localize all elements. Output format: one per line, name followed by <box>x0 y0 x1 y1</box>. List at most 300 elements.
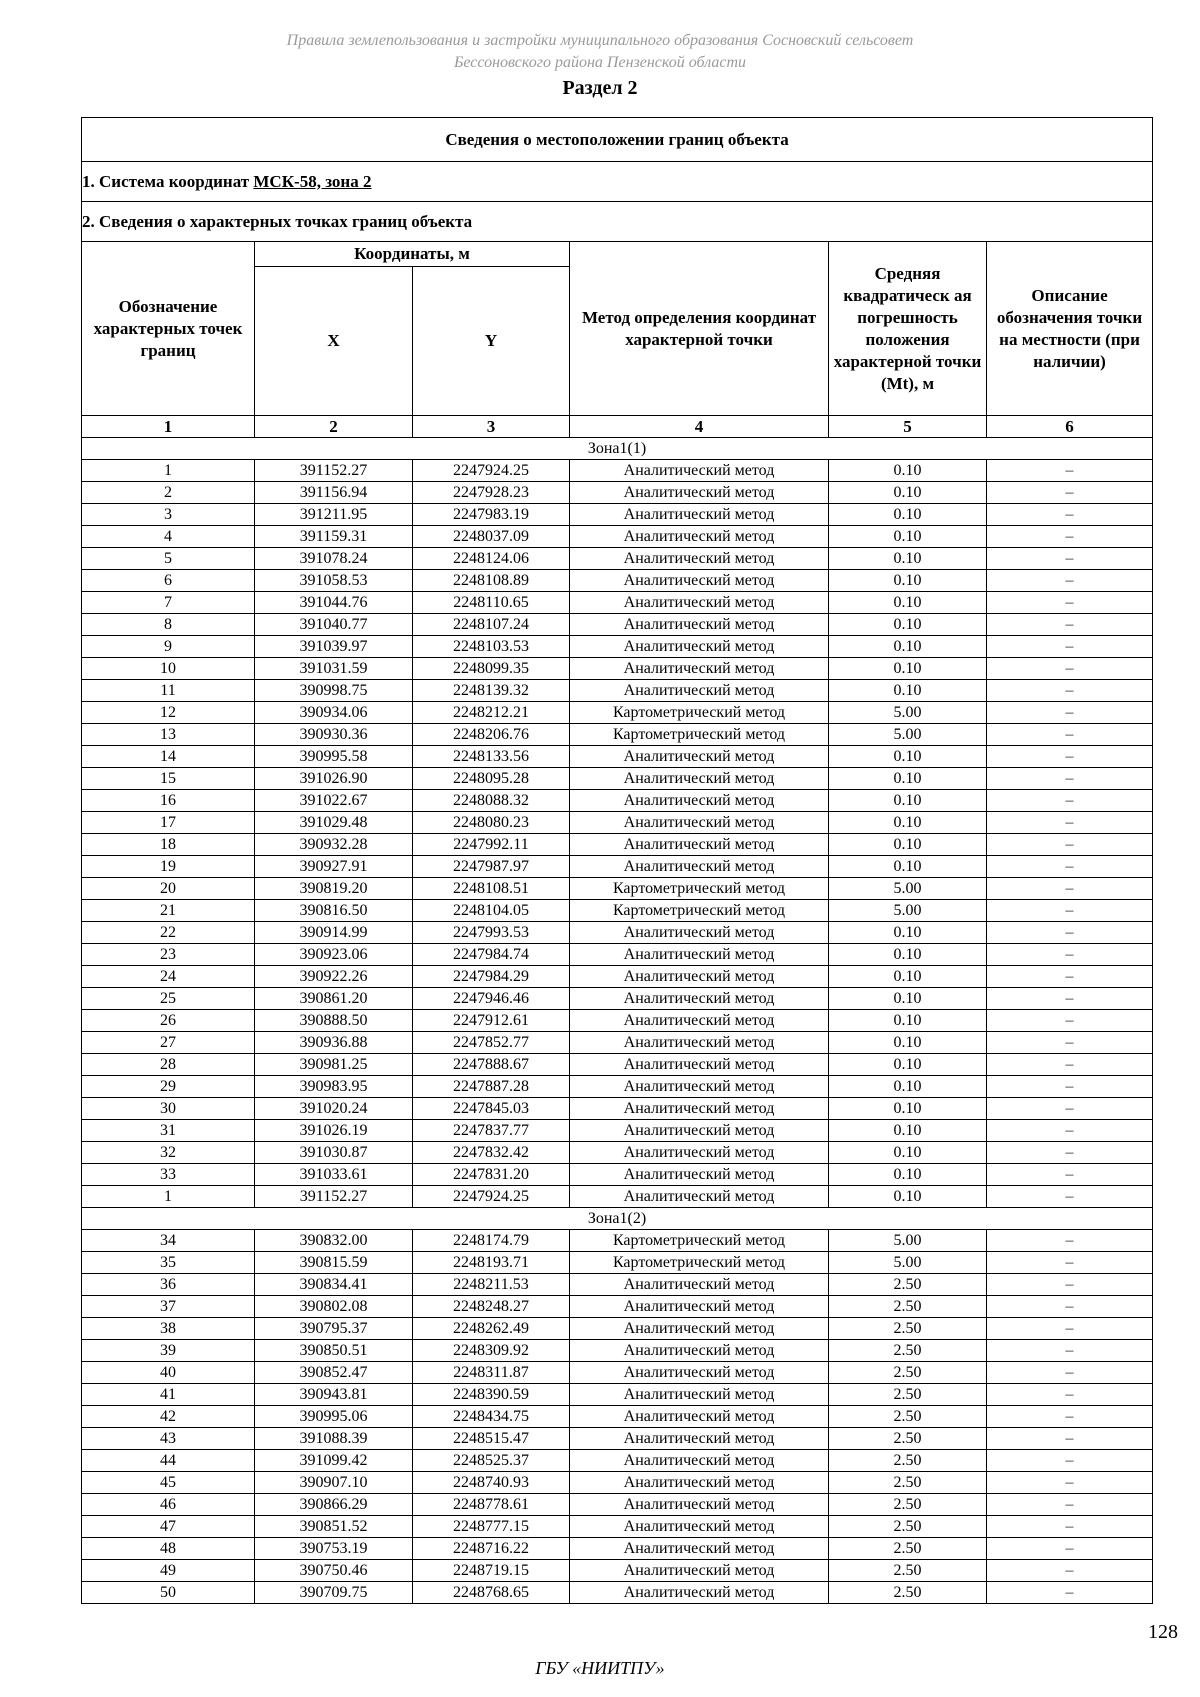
table-row <box>82 570 1153 592</box>
point-id-cell: 2 <box>82 482 255 504</box>
point-id-cell: 18 <box>82 834 255 856</box>
coord-x-cell: 390832.00 <box>255 1230 413 1252</box>
description-cell: – <box>987 944 1153 966</box>
description-cell: – <box>987 1142 1153 1164</box>
method-cell: Картометрический метод <box>570 878 829 900</box>
table-row <box>82 1230 1153 1252</box>
error-cell: 2.50 <box>829 1538 987 1560</box>
coord-x-cell: 391039.97 <box>255 636 413 658</box>
document-header-line-1: Правила землепользования и застройки муниципального образования Сосновский сельсовет <box>286 32 914 49</box>
error-cell: 0.10 <box>829 680 987 702</box>
method-cell: Аналитический метод <box>570 1340 829 1362</box>
description-cell: – <box>987 1296 1153 1318</box>
error-cell: 0.10 <box>829 592 987 614</box>
col-header-error: Средняя квадратическ ая погрешность положения характерной точки (Mt), м <box>829 242 987 416</box>
coord-x-cell: 391152.27 <box>255 1186 413 1208</box>
coord-y-cell: 2248193.71 <box>413 1252 570 1274</box>
table-row <box>82 1340 1153 1362</box>
method-cell: Аналитический метод <box>570 1472 829 1494</box>
method-cell: Аналитический метод <box>570 1296 829 1318</box>
table-row <box>82 922 1153 944</box>
coord-x-cell: 390850.51 <box>255 1340 413 1362</box>
table-row <box>82 460 1153 482</box>
point-id-cell: 33 <box>82 1164 255 1186</box>
table-row <box>82 1450 1153 1472</box>
method-cell: Аналитический метод <box>570 966 829 988</box>
method-cell: Аналитический метод <box>570 1362 829 1384</box>
points-heading: 2. Сведения о характерных точках границ объекта <box>82 202 1153 242</box>
coord-y-cell: 2248716.22 <box>413 1538 570 1560</box>
error-cell: 0.10 <box>829 1098 987 1120</box>
coord-y-cell: 2247984.74 <box>413 944 570 966</box>
error-cell: 0.10 <box>829 1142 987 1164</box>
col-number: 1 <box>82 416 255 438</box>
point-id-cell: 39 <box>82 1340 255 1362</box>
point-id-cell: 6 <box>82 570 255 592</box>
method-cell: Аналитический метод <box>570 922 829 944</box>
error-cell: 0.10 <box>829 856 987 878</box>
col-number: 2 <box>255 416 413 438</box>
description-cell: – <box>987 834 1153 856</box>
point-id-cell: 29 <box>82 1076 255 1098</box>
point-id-cell: 30 <box>82 1098 255 1120</box>
method-cell: Аналитический метод <box>570 1186 829 1208</box>
point-id-cell: 26 <box>82 1010 255 1032</box>
table-row <box>82 1010 1153 1032</box>
col-header-designation: Обозначение характерных точек границ <box>82 242 255 416</box>
method-cell: Аналитический метод <box>570 812 829 834</box>
description-cell: – <box>987 922 1153 944</box>
coord-y-cell: 2247992.11 <box>413 834 570 856</box>
table-row <box>82 504 1153 526</box>
table-row <box>82 1120 1153 1142</box>
coord-x-cell: 390861.20 <box>255 988 413 1010</box>
method-cell: Аналитический метод <box>570 1032 829 1054</box>
error-cell: 5.00 <box>829 900 987 922</box>
coord-y-cell: 2247912.61 <box>413 1010 570 1032</box>
point-id-cell: 23 <box>82 944 255 966</box>
coord-x-cell: 390943.81 <box>255 1384 413 1406</box>
method-cell: Аналитический метод <box>570 1010 829 1032</box>
point-id-cell: 37 <box>82 1296 255 1318</box>
coord-x-cell: 390753.19 <box>255 1538 413 1560</box>
error-cell: 2.50 <box>829 1516 987 1538</box>
coord-y-cell: 2247993.53 <box>413 922 570 944</box>
description-cell: – <box>987 1472 1153 1494</box>
coord-y-cell: 2247987.97 <box>413 856 570 878</box>
zone-label: Зона1(1) <box>82 438 1153 460</box>
coord-system-row <box>82 162 1153 202</box>
coord-x-cell: 390802.08 <box>255 1296 413 1318</box>
coord-x-cell: 390852.47 <box>255 1362 413 1384</box>
method-cell: Аналитический метод <box>570 1318 829 1340</box>
table-row <box>82 1494 1153 1516</box>
table-row <box>82 790 1153 812</box>
method-cell: Аналитический метод <box>570 1076 829 1098</box>
error-cell: 0.10 <box>829 1164 987 1186</box>
table-row <box>82 1032 1153 1054</box>
point-id-cell: 9 <box>82 636 255 658</box>
table-row <box>82 1582 1153 1604</box>
description-cell: – <box>987 636 1153 658</box>
coord-y-cell: 2247831.20 <box>413 1164 570 1186</box>
coord-y-cell: 2247983.19 <box>413 504 570 526</box>
error-cell: 5.00 <box>829 702 987 724</box>
error-cell: 0.10 <box>829 1076 987 1098</box>
coord-x-cell: 391159.31 <box>255 526 413 548</box>
method-cell: Аналитический метод <box>570 1142 829 1164</box>
coord-y-cell: 2248139.32 <box>413 680 570 702</box>
point-id-cell: 22 <box>82 922 255 944</box>
coord-x-cell: 391044.76 <box>255 592 413 614</box>
zone-row <box>82 1208 1153 1230</box>
coord-x-cell: 391022.67 <box>255 790 413 812</box>
description-cell: – <box>987 1164 1153 1186</box>
coord-y-cell: 2248099.35 <box>413 658 570 680</box>
error-cell: 5.00 <box>829 1252 987 1274</box>
method-cell: Аналитический метод <box>570 1120 829 1142</box>
point-id-cell: 20 <box>82 878 255 900</box>
coord-y-cell: 2248525.37 <box>413 1450 570 1472</box>
method-cell: Аналитический метод <box>570 1538 829 1560</box>
coord-x-cell: 390834.41 <box>255 1274 413 1296</box>
description-cell: – <box>987 724 1153 746</box>
col-number: 4 <box>570 416 829 438</box>
error-cell: 0.10 <box>829 1054 987 1076</box>
point-id-cell: 34 <box>82 1230 255 1252</box>
error-cell: 5.00 <box>829 724 987 746</box>
table-row <box>82 878 1153 900</box>
description-cell: – <box>987 1450 1153 1472</box>
coord-x-cell: 390851.52 <box>255 1516 413 1538</box>
coord-x-cell: 390795.37 <box>255 1318 413 1340</box>
coord-x-cell: 390998.75 <box>255 680 413 702</box>
error-cell: 0.10 <box>829 570 987 592</box>
description-cell: – <box>987 856 1153 878</box>
coord-x-cell: 390995.06 <box>255 1406 413 1428</box>
point-id-cell: 36 <box>82 1274 255 1296</box>
description-cell: – <box>987 1274 1153 1296</box>
table-row <box>82 1296 1153 1318</box>
table-row <box>82 702 1153 724</box>
coord-y-cell: 2248719.15 <box>413 1560 570 1582</box>
coord-y-cell: 2248174.79 <box>413 1230 570 1252</box>
description-cell: – <box>987 1516 1153 1538</box>
description-cell: – <box>987 548 1153 570</box>
col-number: 5 <box>829 416 987 438</box>
description-cell: – <box>987 702 1153 724</box>
description-cell: – <box>987 614 1153 636</box>
table-title: Сведения о местоположении границ объекта <box>82 118 1153 162</box>
table-row <box>82 1318 1153 1340</box>
method-cell: Аналитический метод <box>570 1098 829 1120</box>
method-cell: Картометрический метод <box>570 1252 829 1274</box>
point-id-cell: 11 <box>82 680 255 702</box>
description-cell: – <box>987 1120 1153 1142</box>
table-row <box>82 746 1153 768</box>
col-header-y: Y <box>413 267 570 416</box>
coord-x-cell: 390907.10 <box>255 1472 413 1494</box>
error-cell: 0.10 <box>829 614 987 636</box>
error-cell: 0.10 <box>829 834 987 856</box>
coord-y-cell: 2248768.65 <box>413 1582 570 1604</box>
error-cell: 0.10 <box>829 482 987 504</box>
description-cell: – <box>987 1384 1153 1406</box>
table-row <box>82 614 1153 636</box>
coord-x-cell: 391078.24 <box>255 548 413 570</box>
coord-y-cell: 2247845.03 <box>413 1098 570 1120</box>
coord-x-cell: 390934.06 <box>255 702 413 724</box>
table-row <box>82 1516 1153 1538</box>
description-cell: – <box>987 1406 1153 1428</box>
coord-x-cell: 390936.88 <box>255 1032 413 1054</box>
point-id-cell: 38 <box>82 1318 255 1340</box>
error-cell: 0.10 <box>829 988 987 1010</box>
table-row <box>82 1076 1153 1098</box>
method-cell: Аналитический метод <box>570 614 829 636</box>
description-cell: – <box>987 768 1153 790</box>
table-row <box>82 1142 1153 1164</box>
description-cell: – <box>987 1340 1153 1362</box>
coord-y-cell: 2247887.28 <box>413 1076 570 1098</box>
error-cell: 0.10 <box>829 944 987 966</box>
method-cell: Аналитический метод <box>570 526 829 548</box>
description-cell: – <box>987 526 1153 548</box>
coord-y-cell: 2248434.75 <box>413 1406 570 1428</box>
point-id-cell: 40 <box>82 1362 255 1384</box>
coord-x-cell: 390866.29 <box>255 1494 413 1516</box>
table-row <box>82 900 1153 922</box>
error-cell: 0.10 <box>829 658 987 680</box>
description-cell: – <box>987 1054 1153 1076</box>
point-id-cell: 16 <box>82 790 255 812</box>
method-cell: Картометрический метод <box>570 900 829 922</box>
point-id-cell: 1 <box>82 460 255 482</box>
description-cell: – <box>987 988 1153 1010</box>
point-id-cell: 42 <box>82 1406 255 1428</box>
error-cell: 2.50 <box>829 1560 987 1582</box>
error-cell: 0.10 <box>829 504 987 526</box>
description-cell: – <box>987 1186 1153 1208</box>
document-header-line-2: Бессоновского района Пензенской области <box>453 54 747 71</box>
coord-y-cell: 2248104.05 <box>413 900 570 922</box>
table-row <box>82 834 1153 856</box>
table-row <box>82 1186 1153 1208</box>
point-id-cell: 7 <box>82 592 255 614</box>
error-cell: 0.10 <box>829 790 987 812</box>
coord-x-cell: 390932.28 <box>255 834 413 856</box>
method-cell: Аналитический метод <box>570 1494 829 1516</box>
coord-x-cell: 391040.77 <box>255 614 413 636</box>
error-cell: 2.50 <box>829 1384 987 1406</box>
coord-y-cell: 2248262.49 <box>413 1318 570 1340</box>
error-cell: 0.10 <box>829 768 987 790</box>
coord-y-cell: 2248390.59 <box>413 1384 570 1406</box>
coord-y-cell: 2248095.28 <box>413 768 570 790</box>
error-cell: 0.10 <box>829 1186 987 1208</box>
point-id-cell: 24 <box>82 966 255 988</box>
error-cell: 0.10 <box>829 1120 987 1142</box>
description-cell: – <box>987 570 1153 592</box>
error-cell: 0.10 <box>829 1010 987 1032</box>
method-cell: Картометрический метод <box>570 1230 829 1252</box>
table-row <box>82 812 1153 834</box>
coord-x-cell: 391020.24 <box>255 1098 413 1120</box>
zone-row <box>82 438 1153 460</box>
error-cell: 0.10 <box>829 812 987 834</box>
coord-x-cell: 390888.50 <box>255 1010 413 1032</box>
description-cell: – <box>987 878 1153 900</box>
error-cell: 2.50 <box>829 1472 987 1494</box>
col-header-description: Описание обозначения точки на местности (при наличии) <box>987 242 1153 416</box>
point-id-cell: 15 <box>82 768 255 790</box>
error-cell: 2.50 <box>829 1582 987 1604</box>
method-cell: Аналитический метод <box>570 1516 829 1538</box>
point-id-cell: 4 <box>82 526 255 548</box>
coord-y-cell: 2248103.53 <box>413 636 570 658</box>
point-id-cell: 17 <box>82 812 255 834</box>
coord-y-cell: 2247984.29 <box>413 966 570 988</box>
description-cell: – <box>987 1252 1153 1274</box>
coord-y-cell: 2248107.24 <box>413 614 570 636</box>
method-cell: Аналитический метод <box>570 1054 829 1076</box>
zone-label: Зона1(2) <box>82 1208 1153 1230</box>
coord-y-cell: 2248206.76 <box>413 724 570 746</box>
col-header-x: X <box>255 267 413 416</box>
coord-system-value: МСК-58, зона 2 <box>253 171 372 191</box>
coord-y-cell: 2248124.06 <box>413 548 570 570</box>
description-cell: – <box>987 1098 1153 1120</box>
coord-y-cell: 2247888.67 <box>413 1054 570 1076</box>
method-cell: Аналитический метод <box>570 746 829 768</box>
coord-x-cell: 390816.50 <box>255 900 413 922</box>
coord-x-cell: 391152.27 <box>255 460 413 482</box>
point-id-cell: 47 <box>82 1516 255 1538</box>
point-id-cell: 28 <box>82 1054 255 1076</box>
point-id-cell: 48 <box>82 1538 255 1560</box>
table-row <box>82 1164 1153 1186</box>
description-cell: – <box>987 1230 1153 1252</box>
coord-x-cell: 390750.46 <box>255 1560 413 1582</box>
coord-x-cell: 390922.26 <box>255 966 413 988</box>
description-cell: – <box>987 1362 1153 1384</box>
coord-x-cell: 390819.20 <box>255 878 413 900</box>
description-cell: – <box>987 1560 1153 1582</box>
table-row <box>82 1538 1153 1560</box>
table-row <box>82 548 1153 570</box>
coord-y-cell: 2247837.77 <box>413 1120 570 1142</box>
error-cell: 2.50 <box>829 1340 987 1362</box>
section-title: Раздел 2 <box>562 77 638 99</box>
table-row <box>82 482 1153 504</box>
point-id-cell: 13 <box>82 724 255 746</box>
coord-y-cell: 2248248.27 <box>413 1296 570 1318</box>
method-cell: Аналитический метод <box>570 790 829 812</box>
point-id-cell: 12 <box>82 702 255 724</box>
table-row <box>82 988 1153 1010</box>
method-cell: Аналитический метод <box>570 944 829 966</box>
method-cell: Аналитический метод <box>570 548 829 570</box>
coord-y-cell: 2248777.15 <box>413 1516 570 1538</box>
point-id-cell: 49 <box>82 1560 255 1582</box>
error-cell: 0.10 <box>829 636 987 658</box>
point-id-cell: 50 <box>82 1582 255 1604</box>
point-id-cell: 44 <box>82 1450 255 1472</box>
table-row <box>82 1252 1153 1274</box>
method-cell: Аналитический метод <box>570 988 829 1010</box>
coord-x-cell: 391088.39 <box>255 1428 413 1450</box>
col-number: 6 <box>987 416 1153 438</box>
coord-y-cell: 2248108.51 <box>413 878 570 900</box>
coord-y-cell: 2247832.42 <box>413 1142 570 1164</box>
coord-y-cell: 2247924.25 <box>413 1186 570 1208</box>
description-cell: – <box>987 1582 1153 1604</box>
coord-x-cell: 391031.59 <box>255 658 413 680</box>
point-id-cell: 8 <box>82 614 255 636</box>
coord-y-cell: 2247928.23 <box>413 482 570 504</box>
method-cell: Аналитический метод <box>570 1560 829 1582</box>
error-cell: 2.50 <box>829 1450 987 1472</box>
description-cell: – <box>987 1318 1153 1340</box>
error-cell: 2.50 <box>829 1494 987 1516</box>
table-row <box>82 592 1153 614</box>
table-row <box>82 966 1153 988</box>
point-id-cell: 1 <box>82 1186 255 1208</box>
coord-y-cell: 2248037.09 <box>413 526 570 548</box>
col-header-method: Метод определения координат характерной точки <box>570 242 829 416</box>
coord-x-cell: 391058.53 <box>255 570 413 592</box>
method-cell: Аналитический метод <box>570 460 829 482</box>
description-cell: – <box>987 1076 1153 1098</box>
coord-x-cell: 391030.87 <box>255 1142 413 1164</box>
coord-x-cell: 390981.25 <box>255 1054 413 1076</box>
col-header-coords: Координаты, м <box>255 242 570 267</box>
method-cell: Аналитический метод <box>570 856 829 878</box>
method-cell: Аналитический метод <box>570 1450 829 1472</box>
method-cell: Аналитический метод <box>570 834 829 856</box>
error-cell: 0.10 <box>829 922 987 944</box>
coord-y-cell: 2248778.61 <box>413 1494 570 1516</box>
coord-x-cell: 390983.95 <box>255 1076 413 1098</box>
point-id-cell: 46 <box>82 1494 255 1516</box>
coord-y-cell: 2247924.25 <box>413 460 570 482</box>
description-cell: – <box>987 1538 1153 1560</box>
table-row <box>82 658 1153 680</box>
coord-x-cell: 390914.99 <box>255 922 413 944</box>
table-row <box>82 1098 1153 1120</box>
coord-system-label: 1. Система координат <box>82 171 254 191</box>
coord-y-cell: 2248133.56 <box>413 746 570 768</box>
point-id-cell: 35 <box>82 1252 255 1274</box>
coord-x-cell: 391026.19 <box>255 1120 413 1142</box>
coord-y-cell: 2248311.87 <box>413 1362 570 1384</box>
footer-org: ГБУ «НИИТПУ» <box>535 1658 665 1678</box>
coord-y-cell: 2248088.32 <box>413 790 570 812</box>
method-cell: Аналитический метод <box>570 570 829 592</box>
page-number: 128 <box>1148 1621 1178 1643</box>
description-cell: – <box>987 812 1153 834</box>
error-cell: 5.00 <box>829 1230 987 1252</box>
point-id-cell: 5 <box>82 548 255 570</box>
table-row <box>82 1274 1153 1296</box>
error-cell: 2.50 <box>829 1428 987 1450</box>
coord-y-cell: 2248080.23 <box>413 812 570 834</box>
point-id-cell: 10 <box>82 658 255 680</box>
method-cell: Аналитический метод <box>570 680 829 702</box>
table-row <box>82 1406 1153 1428</box>
error-cell: 0.10 <box>829 526 987 548</box>
point-id-cell: 21 <box>82 900 255 922</box>
